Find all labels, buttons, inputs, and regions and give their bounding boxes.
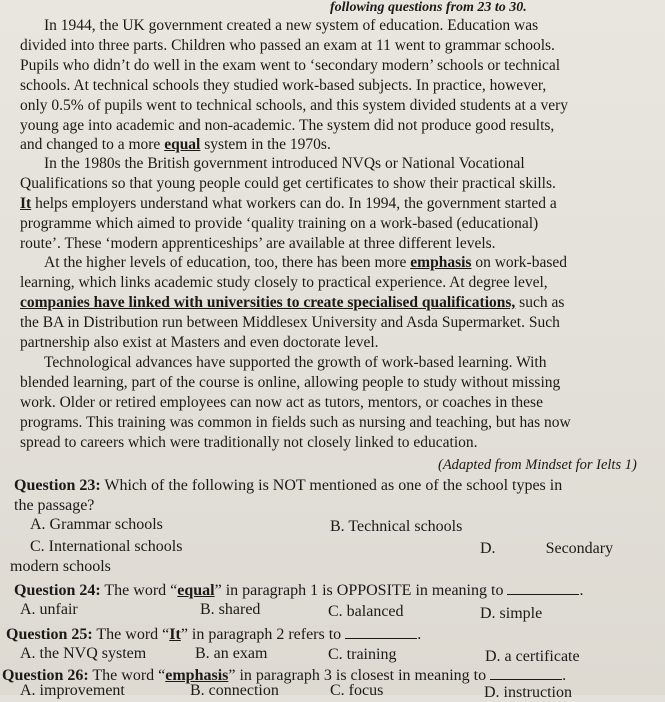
passage-line: In 1944, the UK government created a new system of education. Education was: [44, 17, 539, 34]
option-d[interactable]: [480, 540, 613, 558]
question-label: Question 23:: [14, 477, 101, 494]
passage-line: programs. This training was common in fields such as nursing and teaching, but has now: [20, 414, 571, 431]
passage-text: and changed to a more: [20, 136, 165, 153]
question-end: .: [579, 582, 584, 599]
question-text: ” in paragraph 3 is closest in meaning to: [228, 667, 487, 684]
option-c[interactable]: C. International schools: [30, 538, 183, 555]
passage-text: At the higher levels of education, too, there has been more: [44, 254, 411, 271]
question-text: The word “: [88, 667, 166, 684]
passage-line: Pupils who didn’t do well in the exam went to ‘secondary modern’ schools or technical: [20, 57, 561, 74]
option-c[interactable]: C. balanced: [328, 603, 404, 620]
question-keyword: emphasis: [165, 667, 229, 684]
option-d[interactable]: D. a certificate: [485, 648, 580, 665]
passage-line: route’. These ‘modern apprenticeships’ are available at three different levels.: [20, 235, 496, 252]
passage-line: programme which aimed to provide ‘quality training on a work-based (educational): [20, 215, 539, 232]
passage-line: young age into academic and non-academic. The system did not produce good results,: [20, 117, 555, 134]
keyword-it: It: [20, 195, 32, 212]
passage-line: [20, 136, 331, 154]
answer-blank[interactable]: [507, 580, 579, 595]
option-b[interactable]: B. an exam: [195, 645, 268, 662]
passage-line: partnership also exist at Masters and even doctorate level.: [20, 334, 379, 351]
question-label: Question 24:: [14, 582, 101, 599]
passage-line: work. Older or retired employees can now act as tutors, mentors, or coaches in these: [20, 394, 543, 411]
option-text: Secondary: [545, 540, 614, 557]
passage-line: divided into three parts. Children who passed an exam at 11 went to grammar schools.: [20, 37, 555, 54]
option-d[interactable]: D. instruction: [484, 684, 572, 701]
option-b[interactable]: B. connection: [190, 682, 279, 699]
option-b[interactable]: B. shared: [200, 601, 261, 618]
passage-line: the BA in Distribution run between Middlesex University and Asda Supermarket. Such: [20, 314, 560, 331]
keyword-emphasis: emphasis: [410, 254, 472, 271]
passage-text: system in the 1970s.: [200, 136, 331, 153]
option-a[interactable]: A. unfair: [20, 601, 78, 618]
question-stem-continued: the passage?: [14, 497, 95, 514]
question-keyword: equal: [177, 582, 215, 599]
option-letter: D.: [480, 540, 496, 557]
question-text: Which of the following is NOT mentioned as one of the school types in: [100, 477, 563, 494]
passage-line: learning, which links academic study closely to practical experience. At degree level,: [20, 274, 548, 291]
option-a[interactable]: A. Grammar schools: [30, 516, 163, 533]
passage-line: Qualifications so that young people could get certificates to show their practical skills.: [20, 175, 556, 192]
question-label: Question 26:: [2, 667, 89, 684]
passage-text: on work-based: [471, 254, 567, 271]
question-text: ” in paragraph 1 is OPPOSITE in meaning to: [214, 582, 504, 599]
option-d[interactable]: D. simple: [480, 605, 543, 622]
passage-line: blended learning, part of the course is online, allowing people to study without missing: [20, 374, 561, 391]
passage-line: Technological advances have supported the growth of work-based learning. With: [44, 354, 547, 371]
option-c[interactable]: C. training: [328, 646, 397, 663]
question-text: ” in paragraph 2 refers to: [180, 626, 342, 643]
passage-line: schools. At technical schools they studied work-based subjects. In practice, however,: [20, 77, 547, 94]
passage-line: spread to careers which were traditionally not closely linked to education.: [20, 434, 478, 451]
option-b[interactable]: B. Technical schools: [330, 518, 463, 535]
question-stem: [14, 476, 562, 496]
option-a[interactable]: A. improvement: [20, 682, 125, 699]
section-header: following questions from 23 to 30.: [330, 0, 527, 15]
question-text: The word “: [100, 582, 178, 599]
option-a[interactable]: A. the NVQ system: [20, 645, 147, 662]
keyword-equal: equal: [164, 136, 201, 153]
question-stem: [6, 624, 421, 645]
passage-line: [20, 294, 564, 312]
passage-line: only 0.5% of pupils went to technical schools, and this system divided students at a very: [20, 97, 569, 114]
highlighted-phrase: companies have linked with universities to create specialised qualifications,: [20, 294, 516, 311]
question-label: Question 25:: [6, 626, 93, 643]
answer-blank[interactable]: [490, 665, 562, 680]
answer-blank[interactable]: [345, 624, 417, 639]
option-d-continued: modern schools: [10, 558, 111, 575]
passage-line: [20, 195, 557, 213]
passage-source: (Adapted from Mindset for Ielts 1): [438, 457, 637, 473]
question-keyword: It: [169, 626, 181, 643]
question-stem: [14, 580, 583, 601]
passage-text: such as: [515, 294, 565, 311]
question-text: The word “: [92, 626, 170, 643]
question-end: .: [417, 626, 422, 643]
passage-line: [44, 254, 567, 272]
passage-text: helps employers understand what workers can do. In 1994, the government started a: [31, 195, 557, 212]
passage-line: In the 1980s the British government introduced NVQs or National Vocational: [44, 155, 525, 172]
option-c[interactable]: C. focus: [330, 682, 384, 699]
question-end: .: [562, 667, 567, 684]
